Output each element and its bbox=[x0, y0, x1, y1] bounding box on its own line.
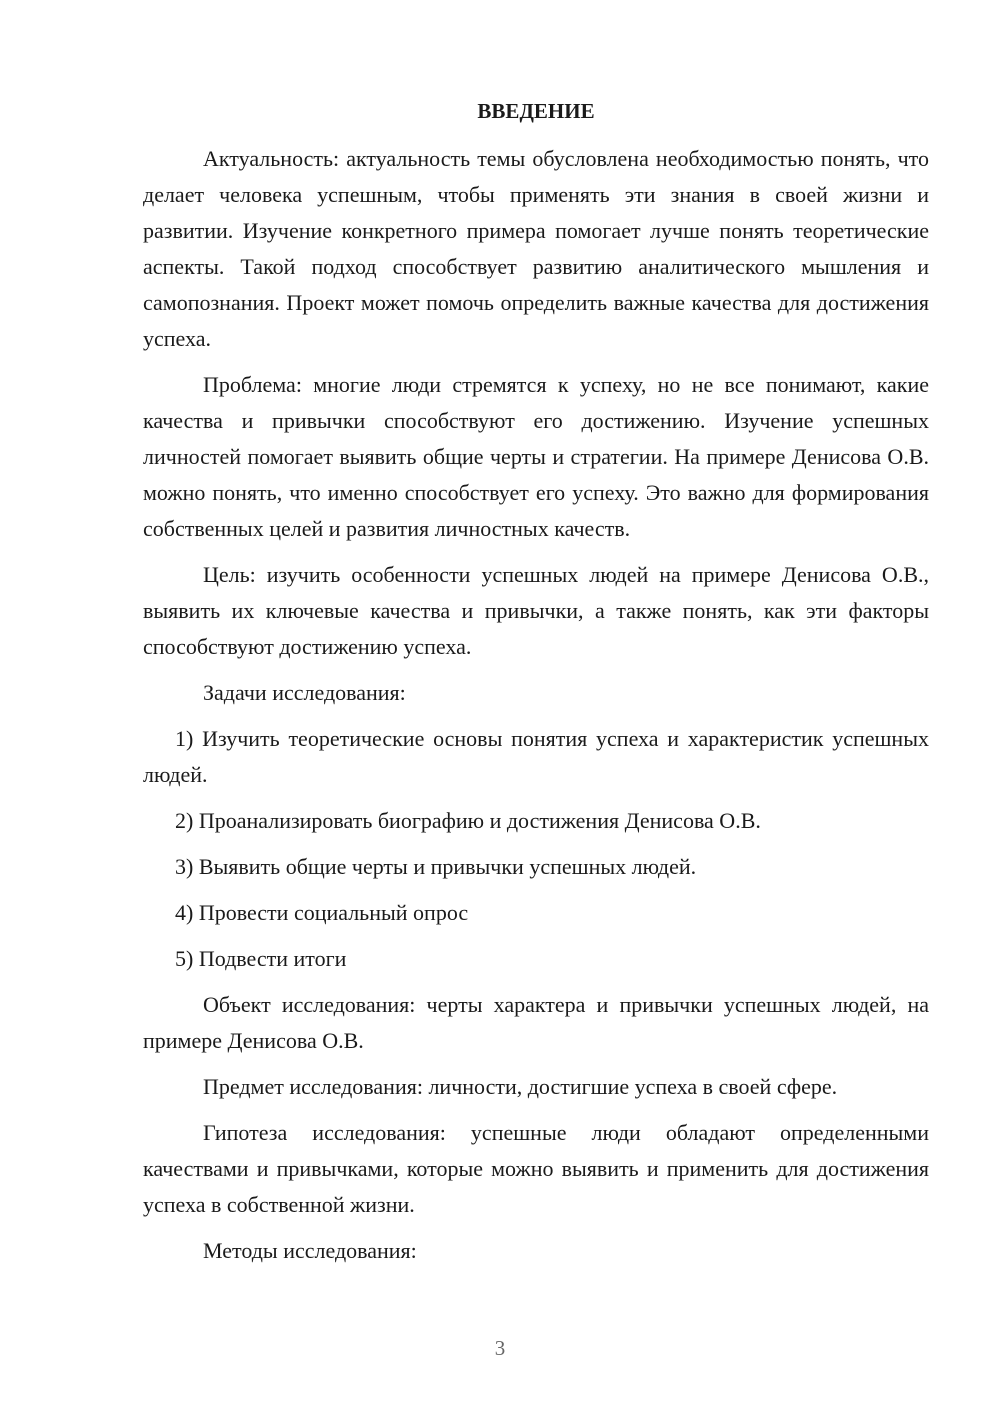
paragraph-object: Объект исследования: черты характера и привычки успешных людей, на примере Денисова О.В. bbox=[143, 992, 929, 1053]
paragraph-subject: Предмет исследования: личности, достигшие успеха в своей сфере. bbox=[203, 1074, 838, 1099]
task-item-2: 2) Проанализировать биографию и достижения Денисова О.В. bbox=[175, 808, 761, 833]
page-title: ВВЕДЕНИЕ bbox=[477, 99, 595, 123]
methods-heading: Методы исследования: bbox=[203, 1238, 417, 1263]
paragraph-relevance: Актуальность: актуальность темы обусловлена необходимостью понять, что делает человека успешным, чтобы применять эти знания в своей жизни и развитии. Изучение конкретного примера помогает лучше понять теоретические аспекты. Такой подход способствует развитию аналитического мышления и самопознания. Проект может помочь определить важные качества для достижения успеха. bbox=[143, 146, 929, 351]
document-body bbox=[143, 141, 929, 1279]
task-item-4: 4) Провести социальный опрос bbox=[175, 900, 469, 925]
paragraph-problem: Проблема: многие люди стремятся к успеху, но не все понимают, какие качества и привычки способствуют его достижению. Изучение успешных личностей помогает выявить общие черты и стратегии. На примере Денисова О.В. можно понять, что именно способствует его успеху. Это важно для формирования собственных целей и развития личностных качеств. bbox=[143, 372, 929, 541]
task-item-5: 5) Подвести итоги bbox=[175, 946, 347, 971]
paragraph-goal: Цель: изучить особенности успешных людей на примере Денисова О.В., выявить их ключевые качества и привычки, а также понять, как эти факторы способствуют достижению успеха. bbox=[143, 562, 929, 659]
task-item-1: 1) Изучить теоретические основы понятия успеха и характеристик успешных людей. bbox=[143, 726, 929, 787]
paragraph-hypothesis: Гипотеза исследования: успешные люди обладают определенными качествами и привычками, которые можно выявить и применить для достижения успеха в собственной жизни. bbox=[143, 1120, 929, 1217]
task-item-3: 3) Выявить общие черты и привычки успешных людей. bbox=[175, 854, 697, 879]
page-number: 3 bbox=[494, 1336, 506, 1360]
tasks-heading: Задачи исследования: bbox=[203, 680, 406, 705]
